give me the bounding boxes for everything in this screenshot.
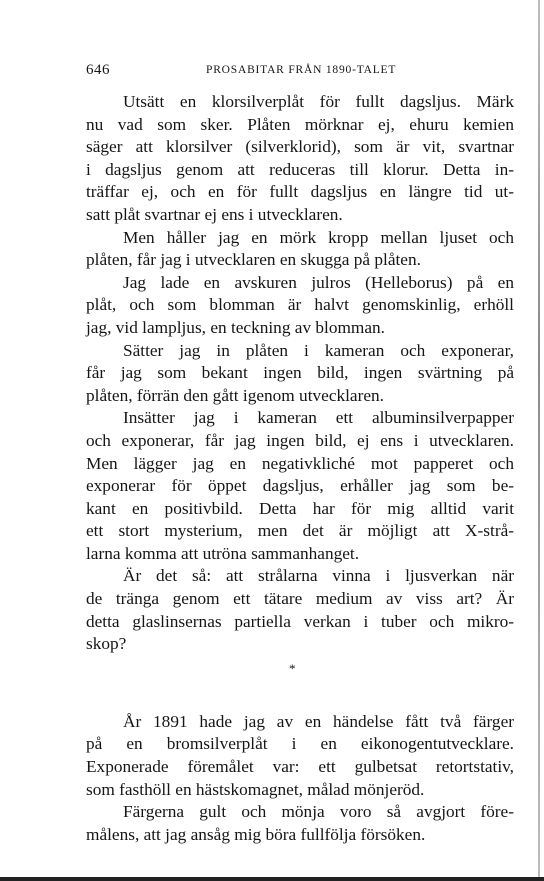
text-line: målens, att jag ansåg mig böra fullfölja försöken.	[86, 824, 426, 844]
paragraph	[86, 711, 514, 801]
paragraph	[86, 801, 514, 846]
text-line: ett stort mysterium, men det är möjligt att X-strå-	[86, 521, 514, 541]
separator-asterisk: *	[289, 660, 296, 676]
text-line: Färgerna gult och mönja voro så avgjort före-	[123, 802, 514, 822]
page-edge-shadow	[538, 0, 540, 881]
page-bottom-edge	[0, 877, 544, 881]
text-line: Men håller jag en mörk kropp mellan ljuset och	[123, 227, 514, 247]
text-line: Men lägger jag en negativkliché mot papperet och	[86, 453, 514, 473]
text-line: nu vad som sker. Plåten mörknar ej, ehuru kemien	[86, 114, 514, 134]
text-line: och exponerar, får jag ingen bild, ej ens i utvecklaren.	[86, 430, 514, 450]
text-line: Sätter jag in plåten i kameran och exponerar,	[123, 340, 514, 360]
text-line: detta glaslinsernas partiella verkan i tuber och mikro-	[86, 611, 514, 631]
text-line: träffar ej, och en för fullt dagsljus en längre tid ut-	[86, 182, 514, 202]
text-line: Är det så: att strålarna vinna i ljusverkan när	[123, 566, 514, 586]
text-line: jag, vid lampljus, en teckning av blomman.	[86, 317, 386, 337]
text-section-before-break	[86, 91, 514, 656]
text-line: larna komma att utröna sammanhanget.	[86, 543, 360, 563]
text-line: Exponerade föremålet var: ett gulbetsat retortstativ,	[86, 757, 514, 777]
text-line: plåten, förrän den gått igenom utvecklaren.	[86, 385, 384, 405]
text-line: Insätter jag i kameran ett albuminsilverpapper	[123, 408, 514, 428]
paragraph	[86, 407, 514, 565]
paragraph	[86, 340, 514, 408]
body-text	[86, 91, 514, 846]
text-line: skop?	[86, 634, 127, 654]
text-line: som fasthöll en hästskomagnet, målad mönjeröd.	[86, 779, 425, 799]
text-line: plåten, får jag i utvecklaren en skugga på plåten.	[86, 250, 421, 270]
section-separator	[86, 656, 514, 711]
paragraph	[86, 565, 514, 655]
paragraph	[86, 272, 514, 340]
paragraph	[86, 91, 514, 227]
text-section-after-break	[86, 711, 514, 847]
paragraph	[86, 227, 514, 272]
text-line: plåt, och som blomman är halvt genomskinlig, erhöll	[86, 295, 514, 315]
page-number: 646	[86, 62, 110, 78]
text-line: de tränga genom ett tätare medium av viss art? Är	[86, 589, 514, 609]
text-line: i dagsljus genom att reduceras till klorur. Detta in-	[86, 159, 514, 179]
text-line: exponerar för öppet dagsljus, erhåller jag som be-	[86, 476, 514, 496]
text-line: År 1891 hade jag av en händelse fått två färger	[123, 711, 514, 731]
text-line: får jag som bekant ingen bild, ingen svärtning på	[86, 363, 514, 383]
text-line: säger att klorsilver (silverklorid), som är vit, svartnar	[86, 137, 514, 157]
text-line: på en bromsilverplåt i en eikonogentutvecklare.	[86, 734, 514, 754]
text-line: Jag lade en avskuren julros (Helleborus) på en	[123, 272, 514, 292]
running-head: PROSABITAR FRÅN 1890-TALET	[206, 64, 397, 76]
text-line: kant en positivbild. Detta har för mig alltid varit	[86, 498, 514, 518]
text-line: satt plåt svartnar ej ens i utvecklaren.	[86, 204, 343, 224]
text-line: Utsätt en klorsilverplåt för fullt dagsljus. Märk	[123, 92, 514, 111]
